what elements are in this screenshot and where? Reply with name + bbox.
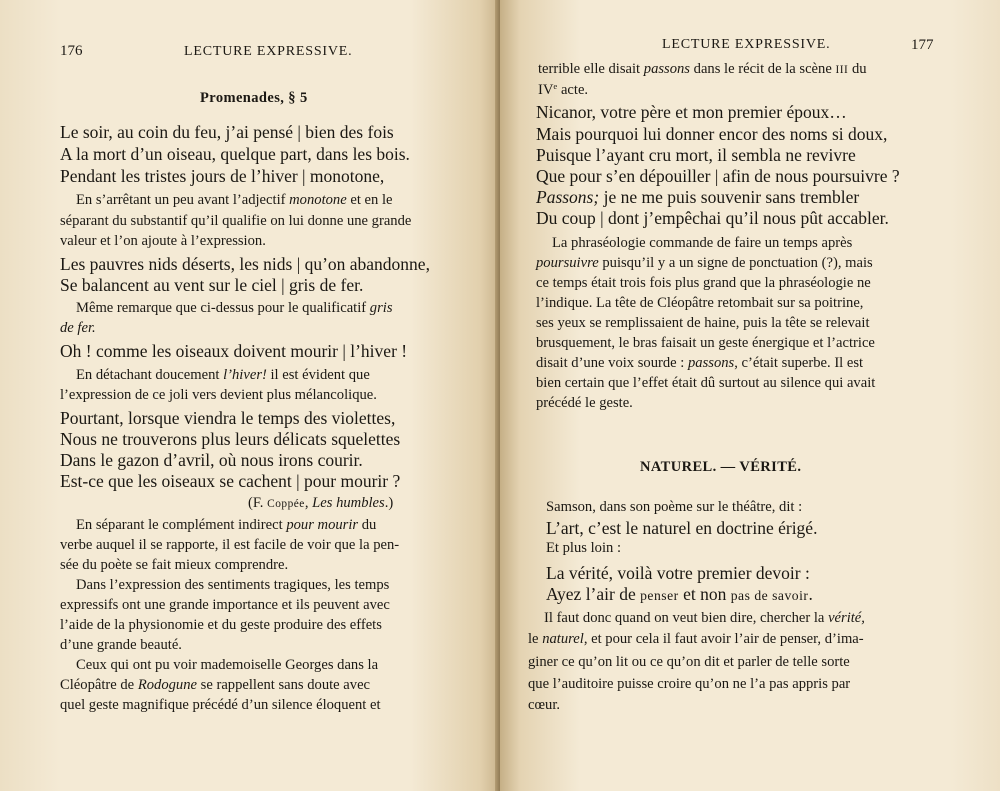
page-number: 176 (60, 43, 83, 59)
page-number: 177 (911, 37, 934, 53)
paragraph-line: En détachant doucement l’hiver! il est évident que (76, 367, 370, 383)
verse-line: Pourtant, lorsque viendra le temps des violettes, (60, 408, 396, 428)
paragraph-line: disait d’une voix sourde : passons, c’était superbe. Il est (536, 355, 864, 371)
verse-line: La vérité, voilà votre premier devoir : (546, 563, 810, 583)
verse-line: Se balancent au vent sur le ciel | gris de fer. (60, 275, 364, 295)
paragraph-line: d’une grande beauté. (60, 637, 182, 653)
verse-line: Que pour s’en dépouiller | afin de nous poursuivre ? (536, 166, 900, 186)
verse-line: Le soir, au coin du feu, j’ai pensé | bien des fois (60, 122, 394, 142)
verse-line: Oh ! comme les oiseaux doivent mourir | l’hiver ! (60, 341, 408, 361)
paragraph-line: l’expression de ce joli vers devient plus mélancolique. (60, 387, 377, 403)
section-heading: NATUREL. — VÉRITÉ. (640, 459, 802, 475)
paragraph-line: poursuivre puisqu’il y a un signe de ponctuation (?), mais (536, 255, 873, 271)
verse-line: Mais pourquoi lui donner encor des noms si doux, (536, 124, 888, 144)
paragraph-line: cœur. (528, 697, 561, 713)
paragraph-line: quel geste magnifique précédé d’un silence éloquent et (60, 697, 381, 713)
paragraph-line: giner ce qu’on lit ou ce qu’on dit et parler de telle sorte (528, 654, 850, 670)
paragraph-line: Samson, dans son poème sur le théâtre, dit : (546, 499, 803, 515)
paragraph-line: précédé le geste. (536, 395, 633, 411)
paragraph-line: l’indique. La tête de Cléopâtre retombait sur sa poitrine, (536, 295, 864, 311)
paragraph-line: Cléopâtre de Rodogune se rappellent sans doute avec (60, 677, 371, 693)
paragraph-line: En séparant le complément indirect pour mourir du (76, 517, 377, 533)
paragraph-line: Il faut donc quand on veut bien dire, chercher la vérité, (544, 610, 865, 626)
verse-line: Nicanor, votre père et mon premier époux… (536, 102, 847, 122)
paragraph-line: ses yeux se remplissaient de haine, puis la tête se relevait (536, 315, 870, 331)
verse-line: Les pauvres nids déserts, les nids | qu’on abandonne, (60, 254, 430, 274)
paragraph-line: Ceux qui ont pu voir mademoiselle Georges dans la (76, 657, 379, 673)
paragraph-line: Dans l’expression des sentiments tragiques, les temps (76, 577, 390, 593)
paragraph-line: IVe acte. (538, 81, 589, 98)
verse-line: Puisque l’ayant cru mort, il sembla ne revivre (536, 145, 856, 165)
paragraph-line: bien certain que l’effet était dû surtout au silence qui avait (536, 375, 876, 391)
paragraph-line: sée du poète se fait mieux comprendre. (60, 557, 289, 573)
paragraph-line: brusquement, le bras faisait un geste énergique et l’actrice (536, 335, 875, 351)
paragraph-line: Même remarque que ci-dessus pour le qualificatif gris (76, 300, 393, 316)
paragraph-line: Et plus loin : (546, 540, 621, 556)
verse-line: Passons; je ne me puis souvenir sans trembler (536, 187, 860, 207)
paragraph-line: expressifs ont une grande importance et ils peuvent avec (60, 597, 390, 613)
paragraph-line: terrible elle disait passons dans le récit de la scène III du (538, 61, 867, 77)
verse-line: A la mort d’un oiseau, quelque part, dans les bois. (60, 144, 410, 164)
paragraph-line: La phraséologie commande de faire un temps après (552, 235, 853, 251)
verse-line: Dans le gazon d’avril, où nous irons courir. (60, 450, 363, 470)
paragraph-line: de fer. (60, 320, 96, 336)
paragraph-line: valeur et l’on ajoute à l’expression. (60, 233, 266, 249)
paragraph-line: l’aide de la physionomie et du geste produire des effets (60, 617, 382, 633)
running-head: LECTURE EXPRESSIVE. (662, 37, 831, 52)
paragraph-line: ce temps était trois fois plus grand que la phraséologie ne (536, 275, 871, 291)
verse-line: Est-ce que les oiseaux se cachent | pour mourir ? (60, 471, 401, 491)
right-page (500, 0, 1000, 791)
section-heading: Promenades, § 5 (200, 90, 308, 106)
paragraph-line: En s’arrêtant un peu avant l’adjectif monotone et en le (76, 192, 393, 208)
verse-line: Du coup | dont j’empêchai qu’il nous pût accabler. (536, 208, 889, 228)
paragraph-line: que l’auditoire puisse croire qu’on ne l’a pas appris par (528, 676, 851, 692)
verse-line: L’art, c’est le naturel en doctrine érigé. (546, 518, 818, 538)
attribution: (F. Coppée, Les humbles.) (248, 495, 394, 511)
running-head: LECTURE EXPRESSIVE. (184, 44, 353, 59)
paragraph-line: verbe auquel il se rapporte, il est facile de voir que la pen- (60, 537, 400, 553)
verse-line: Ayez l’air de penser et non pas de savoir. (546, 584, 813, 604)
verse-line: Nous ne trouverons plus leurs délicats squelettes (60, 429, 401, 449)
paragraph-line: le naturel, et pour cela il faut avoir l’air de penser, d’ima- (528, 631, 864, 647)
verse-line: Pendant les tristes jours de l’hiver | monotone, (60, 166, 385, 186)
paragraph-line: séparant du substantif qu’il qualifie on lui donne une grande (60, 213, 412, 229)
